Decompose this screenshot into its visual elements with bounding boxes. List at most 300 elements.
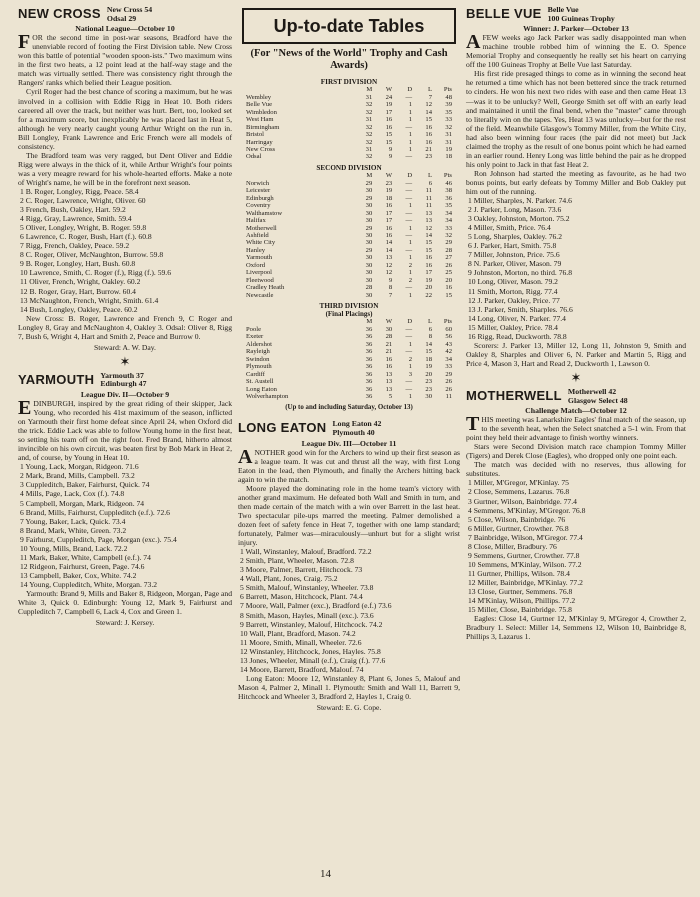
score-home: New Cross 54 bbox=[106, 5, 153, 14]
stat-cell: 26 bbox=[445, 261, 452, 269]
heat-result: 11 Smith, Morton, Rigg. 77.4 bbox=[468, 286, 558, 296]
stat-cell: 11 bbox=[445, 392, 452, 400]
score-home: Motherwell 42 bbox=[567, 386, 617, 396]
left-column bbox=[18, 6, 232, 627]
stat-cell: 9 bbox=[388, 153, 393, 161]
star-separator-icon: ✶ bbox=[570, 369, 582, 385]
team-name-cell: Harringay bbox=[246, 138, 273, 146]
col-header: L bbox=[427, 86, 432, 94]
stat-cell: 42 bbox=[445, 348, 452, 356]
stat-cell: 30 bbox=[365, 254, 373, 262]
stat-cell: 11 bbox=[425, 187, 432, 195]
stat-cell: 19 bbox=[385, 187, 393, 195]
stat-cell: 21 bbox=[385, 348, 393, 356]
stat-cell: 13 bbox=[425, 209, 432, 217]
table-row bbox=[246, 94, 452, 101]
heat-result: 14 Young, Cuppleditch, White, Morgan. 73.2 bbox=[20, 579, 158, 589]
stat-cell: 3 bbox=[408, 370, 413, 378]
heat-result: 12 Ridgeon, Fairhurst, Green, Page. 74.6 bbox=[20, 561, 145, 571]
heat-result: 9 Fairhurst, Cuppleditch, Page, Morgan (exc.). 75.4 bbox=[20, 534, 177, 544]
stat-cell: 11 bbox=[425, 194, 432, 202]
col-header: L bbox=[427, 172, 432, 180]
paragraph-text: OR the second time in post-war seasons, Bradford have the unenviable record of footing the First Division table. New Cross won this battle of potential "wooden spoon-ists." Two maximum wins in the first two heats, a 12 point lead at the half-way stage and the match was virtually settled. There was consistency right through the Rangers' ranks which belied their League position. bbox=[18, 33, 232, 88]
heat-result: 6 Barrett, Mason, Hitchcock, Plant. 74.4 bbox=[240, 592, 363, 602]
col-header: Pts bbox=[443, 172, 452, 180]
heat-result: 5 Oliver, Longley, Wright, B. Roger. 59.8 bbox=[20, 223, 147, 233]
heat-result: 12 B. Roger, Gray, Hart, Burrow. 60.4 bbox=[20, 286, 136, 296]
heat-result: 9 Semmens, Gurtner, Crowther. 77.8 bbox=[468, 550, 580, 560]
team-name-cell: Motherwell bbox=[246, 224, 277, 232]
stat-cell: 2 bbox=[408, 261, 413, 269]
heat-result: 3 Moore, Palmer, Barrett, Hitchcock. 73 bbox=[240, 565, 363, 575]
stat-cell: 30 bbox=[385, 325, 393, 333]
report-yarmouth bbox=[18, 372, 232, 627]
team-name-cell: Wimbledon bbox=[246, 108, 277, 116]
heat-result: 6 Lawrence, C. Roger, Bush, Hart (f.). 60.8 bbox=[20, 232, 152, 242]
heat-result: 11 Gurtner, Phillips, Wilson. 78.4 bbox=[468, 568, 570, 578]
stat-cell: 36 bbox=[365, 348, 373, 356]
heat-result: 3 French, Bush, Oakley, Hart. 59.2 bbox=[20, 205, 126, 215]
team-name-cell: Plymouth bbox=[246, 363, 272, 371]
stat-cell: 13 bbox=[425, 217, 432, 225]
stat-cell: 19 bbox=[385, 101, 393, 109]
heat-result: 15 Miller, Oakley, Price. 78.4 bbox=[468, 322, 558, 332]
heat-result: 9 Barrett, Winstanley, Malouf, Hitchcock. 74.2 bbox=[240, 619, 383, 629]
stat-cell: 27 bbox=[445, 254, 452, 262]
stat-cell: 21 bbox=[425, 146, 432, 154]
heat-result: 8 Close, Miller, Bradbury. 76 bbox=[468, 541, 557, 551]
stat-cell: 32 bbox=[365, 131, 373, 139]
stat-cell: 20 bbox=[445, 276, 452, 284]
stat-cell: 1 bbox=[408, 224, 413, 232]
stat-cell: 35 bbox=[445, 108, 452, 116]
heat-result: 2 Close, Semmens, Lazarus. 76.8 bbox=[468, 487, 570, 497]
stat-cell: 1 bbox=[408, 239, 413, 247]
stat-cell: 16 bbox=[445, 284, 452, 292]
table-row bbox=[246, 210, 452, 217]
stat-cell: 36 bbox=[365, 370, 373, 378]
table-row bbox=[246, 217, 452, 224]
stat-cell: 16 bbox=[425, 123, 432, 131]
table-row bbox=[246, 378, 452, 385]
team-name-cell: Edinburgh bbox=[246, 194, 274, 202]
stat-cell: 31 bbox=[445, 138, 452, 146]
team-name-cell: Belle Vue bbox=[246, 101, 273, 109]
stat-cell: 36 bbox=[365, 325, 373, 333]
stat-cell: 29 bbox=[445, 239, 452, 247]
score-away: 100 Guineas Trophy bbox=[547, 13, 615, 23]
stat-cell: 36 bbox=[365, 363, 373, 371]
score-home: Belle Vue bbox=[547, 5, 579, 14]
stat-cell: 1 bbox=[408, 116, 413, 124]
drop-cap: T bbox=[466, 413, 480, 436]
stat-cell: 16 bbox=[425, 254, 432, 262]
heat-result: 14 Bush, Longley, Oakley, Peace. 60.2 bbox=[20, 304, 138, 314]
heat-result: 7 Rigg, French, Oakley, Peace. 59.2 bbox=[20, 241, 130, 251]
stat-cell: 14 bbox=[425, 340, 432, 348]
paragraph-text: DINBURGH, inspired by the great riding of their skipper, Jack Young, who recorded his 41st maximum of the season, inflicted on Yarmouth their first home defeat since April 24, when Oxford did the trick. Eddie Lack was able to follow Young home in the first heat, so setting his team off on the right foot. Fred Brand, hitherto almost invincible on his own circuit, was beaten first by Bob Mark in Heat 2, and, of course, by Young in Heat 10. bbox=[18, 399, 232, 463]
tables-footnote: (Up to and including Saturday, October 13) bbox=[285, 404, 413, 412]
heat-result: 1 Miller, M'Gregor, M'Kinlay. 75 bbox=[468, 478, 569, 488]
stat-cell: 60 bbox=[445, 325, 452, 333]
heat-result: 9 B. Roger, Longley, Hart, Bush. 60.8 bbox=[20, 259, 136, 269]
drop-cap: F bbox=[18, 31, 31, 54]
team-name-cell: West Ham bbox=[246, 116, 274, 124]
heat-result: 14 M'Kinlay, Wilson, Phillips. 77.2 bbox=[468, 596, 576, 606]
stat-cell: 1 bbox=[408, 202, 413, 210]
team-name-cell: Cradley Heath bbox=[246, 284, 285, 292]
stat-cell: 12 bbox=[385, 269, 393, 277]
stat-cell: 7 bbox=[428, 93, 432, 101]
stat-cell: 34 bbox=[445, 355, 452, 363]
stat-cell: 34 bbox=[445, 217, 452, 225]
heat-result: 7 Moore, Wall, Palmer (exc.), Bradford (e.f.) 73.6 bbox=[240, 601, 392, 611]
heat-result: 2 C. Roger, Lawrence, Wright, Oliver. 60 bbox=[20, 196, 146, 206]
heat-result: 12 Winstanley, Hitchcock, Jones, Hayles. 75.8 bbox=[240, 646, 381, 656]
team-name-cell: Exeter bbox=[246, 333, 264, 341]
paragraph-text: HIS meeting was Lanarkshire Eagles' final match of the season, up to the seventh heat, when the Select snatched a 5-1 win. From that point they held their advantage to finish worthy winners. bbox=[466, 415, 686, 443]
stat-cell: 30 bbox=[365, 202, 373, 210]
heat-list bbox=[18, 187, 232, 314]
steward-line: Steward: J. Kersey. bbox=[95, 618, 155, 628]
table-row bbox=[246, 109, 452, 116]
second-division-table bbox=[246, 172, 452, 299]
table-row bbox=[246, 356, 452, 363]
scorers: Eagles: Close 14, Gurtner 12, M'Kinlay 9, M'Gregor 4, Crowther 2, Bradbury 1. Select: Miller 14, Semmens 12, Wilson 10, Bainbridge 8, Phillips 3, Lazarus 1. bbox=[466, 614, 686, 642]
heat-result: 6 Brand, Mills, Fairhurst, Cuppleditch (e.f.). 72.6 bbox=[20, 507, 170, 517]
score-away: Edinburgh 47 bbox=[100, 379, 147, 389]
table-row bbox=[246, 333, 452, 340]
stat-cell: 14 bbox=[385, 239, 393, 247]
stat-cell: 30 bbox=[365, 291, 373, 299]
heat-result: 8 N. Parker, Oliver, Mason. 79 bbox=[468, 259, 562, 269]
heat-result: 8 C. Roger, Oliver, McNaughton, Burrow. 59.8 bbox=[20, 250, 164, 260]
heat-result: 13 McNaughton, French, Wright, Smith. 61.4 bbox=[20, 295, 159, 305]
report-new-cross bbox=[18, 6, 232, 352]
heat-result: 7 Young, Baker, Lack, Quick. 73.4 bbox=[20, 516, 126, 526]
stat-cell: — bbox=[405, 385, 413, 393]
stat-cell: 15 bbox=[425, 246, 432, 254]
heat-result: 3 Cuppleditch, Baker, Fairhurst, Quick. 74 bbox=[20, 480, 150, 490]
stat-cell: 18 bbox=[385, 194, 393, 202]
paragraph-text: FEW weeks ago Jack Parker was sadly disappointed man when machine trouble robbed him of winning the E. O. Spence Memorial Trophy and consequently he really set his heart on carrying off the 100 Guineas Trophy at Belle Vue last Saturday. bbox=[466, 33, 686, 70]
stat-cell: 21 bbox=[385, 340, 393, 348]
stat-cell: 8 bbox=[428, 333, 432, 341]
stat-cell: 16 bbox=[385, 355, 393, 363]
drop-cap: A bbox=[466, 31, 481, 54]
stat-cell: 16 bbox=[425, 131, 432, 139]
heat-result: 14 Long, Oliver, N. Parker. 77.4 bbox=[468, 313, 566, 323]
heat-result: 14 Moore, Barrett, Bradford, Malouf. 74 bbox=[240, 664, 364, 674]
team-name-cell: Odsal bbox=[246, 153, 262, 161]
team-name-cell: New Cross bbox=[246, 146, 276, 154]
table-row bbox=[246, 386, 452, 393]
division-heading: THIRD DIVISION bbox=[319, 302, 379, 311]
team-name-cell: Ashfield bbox=[246, 231, 269, 239]
stat-cell: — bbox=[405, 93, 413, 101]
col-header: W bbox=[385, 172, 393, 180]
stat-cell: 12 bbox=[425, 101, 432, 109]
stat-cell: 30 bbox=[365, 239, 373, 247]
stat-cell: 20 bbox=[425, 370, 432, 378]
scorers: Long Eaton: Moore 12, Winstanley 8, Plant 6, Jones 5, Malouf and Mason 4, Palmer 2, Minall 1. Plymouth: Smith and Wall 11, Barrett 9, Hitchcock and Wheeler 3, Bradford 2, Hayles 1, Craig 0. bbox=[238, 673, 460, 701]
team-name-cell: Cardiff bbox=[246, 370, 265, 378]
team-name-cell: Bristol bbox=[246, 131, 264, 139]
stat-cell: 36 bbox=[365, 385, 373, 393]
article-paragraph: The match was decided with no reserves, thus allowing for substitutes. bbox=[466, 460, 686, 479]
stat-cell: 32 bbox=[365, 108, 373, 116]
table-row bbox=[246, 180, 452, 187]
col-header: L bbox=[427, 318, 432, 326]
stat-cell: 6 bbox=[428, 325, 432, 333]
stat-cell: 1 bbox=[408, 108, 413, 116]
stat-cell: 6 bbox=[428, 179, 432, 187]
heat-result: 13 Jones, Wheeler, Minall (e.f.), Craig (f.). 77.6 bbox=[240, 655, 386, 665]
table-row bbox=[246, 341, 452, 348]
team-name-cell: Oxford bbox=[246, 261, 266, 269]
stat-cell: 2 bbox=[408, 355, 413, 363]
middle-column bbox=[238, 6, 460, 712]
table-header-row bbox=[246, 318, 452, 325]
team-name-cell: Yarmouth bbox=[246, 254, 273, 262]
stat-cell: 56 bbox=[445, 333, 452, 341]
team-name-cell: Liverpool bbox=[246, 269, 273, 277]
heat-result: 5 Campbell, Morgan, Mark, Ridgeon. 74 bbox=[20, 498, 145, 508]
right-column bbox=[466, 6, 686, 641]
stat-cell: 25 bbox=[445, 269, 452, 277]
team-heading: YARMOUTH bbox=[18, 371, 95, 387]
stat-cell: 29 bbox=[365, 194, 373, 202]
col-header: D bbox=[407, 318, 413, 326]
stat-cell: — bbox=[405, 325, 413, 333]
stat-cell: 1 bbox=[408, 291, 413, 299]
stat-cell: — bbox=[405, 217, 413, 225]
stat-cell: 32 bbox=[365, 123, 373, 131]
team-name-cell: Walthamstow bbox=[246, 209, 283, 217]
match-line: Challenge Match—October 12 bbox=[525, 406, 627, 416]
heat-result: 16 Rigg, Read, Duckworth. 78.8 bbox=[468, 331, 567, 341]
table-row bbox=[246, 292, 452, 299]
stat-cell: 34 bbox=[445, 209, 452, 217]
heat-result: 3 Oakley, Johnston, Morton. 75.2 bbox=[468, 214, 570, 224]
heat-result: 1 Miller, Sharples, N. Parker. 74.6 bbox=[468, 196, 572, 206]
stat-cell: 35 bbox=[445, 202, 452, 210]
table-row bbox=[246, 393, 452, 400]
stat-cell: — bbox=[405, 348, 413, 356]
article-paragraph: Stars were Second Division match race champion Tommy Miller (Tigers) and Derek Close (Eagles), who dropped only one point each. bbox=[466, 442, 686, 461]
stat-cell: 14 bbox=[425, 108, 432, 116]
team-heading: MOTHERWELL bbox=[466, 387, 562, 403]
stat-cell: 31 bbox=[365, 93, 373, 101]
article-paragraph bbox=[466, 33, 686, 69]
scorers: Yarmouth: Brand 9, Mills and Baker 8, Ridgeon, Morgan, Page and White 3, Quick 0. Edinburgh: Young 12, Mark 9, Fairhurst and Cuppleditch 7, Campbell 6, Lack 4, Cox and Green 1. bbox=[18, 589, 232, 617]
stat-cell: 33 bbox=[445, 224, 452, 232]
match-line: National League—October 10 bbox=[75, 24, 175, 34]
col-header: D bbox=[407, 172, 413, 180]
team-name-cell: Hanley bbox=[246, 246, 266, 254]
table-row bbox=[246, 348, 452, 355]
heat-result: 8 Smith, Mason, Hayles, Minall (exc.). 73.6 bbox=[240, 610, 374, 620]
team-heading: NEW CROSS bbox=[18, 6, 101, 21]
score-lines bbox=[568, 388, 628, 405]
stat-cell: 36 bbox=[365, 378, 373, 386]
heat-list bbox=[466, 478, 686, 614]
table-row bbox=[246, 153, 452, 160]
heat-result: 12 J. Parker, Oakley, Price. 77 bbox=[468, 295, 560, 305]
score-lines bbox=[107, 6, 152, 23]
stat-cell: 1 bbox=[408, 392, 413, 400]
heat-result: 8 Brand, Mark, White, Green. 73.2 bbox=[20, 525, 127, 535]
article-paragraph: Moore played the dominating role in the home team's victory with another grand maximum. He defeated both Wall and Smith in turn, and then made certain of the match with a win over Barrett in the last heat. Two spectacular pile-ups marred the meeting. Palmer demolished a dozen feet of safety fence in Heat 7, together with one lamp standard; fortunately, Palmer was—miraculously—unhurt but for a slight wrist injury. bbox=[238, 483, 460, 548]
col-header: D bbox=[407, 86, 413, 94]
heat-result: 15 Miller, Close, Bainbridge. 75.8 bbox=[468, 605, 572, 615]
stat-cell: 29 bbox=[445, 370, 452, 378]
stat-cell: 12 bbox=[385, 261, 393, 269]
stat-cell: 32 bbox=[365, 138, 373, 146]
heat-result: 13 J. Parker, Smith, Sharples. 76.6 bbox=[468, 304, 573, 314]
heat-result: 10 Long, Oliver, Mason. 79.2 bbox=[468, 277, 558, 287]
stat-cell: 16 bbox=[385, 116, 393, 124]
table-row bbox=[246, 195, 452, 202]
heat-result: 11 Mark, Baker, White, Campbell (e.f.). 74 bbox=[20, 552, 151, 562]
drop-cap: A bbox=[238, 445, 253, 468]
stat-cell: — bbox=[405, 187, 413, 195]
stat-cell: 15 bbox=[385, 131, 393, 139]
table-row bbox=[246, 202, 452, 209]
table-row bbox=[246, 232, 452, 239]
stat-cell: 30 bbox=[425, 392, 432, 400]
team-name-cell: Poole bbox=[246, 325, 262, 333]
drop-cap: E bbox=[18, 397, 32, 420]
page-number: 14 bbox=[320, 868, 331, 880]
stat-cell: 19 bbox=[445, 146, 452, 154]
team-name-cell: Halifax bbox=[246, 217, 266, 225]
heat-result: 6 Miller, Gurtner, Crowther. 76.8 bbox=[468, 523, 569, 533]
stat-cell: 33 bbox=[445, 363, 452, 371]
match-line: League Div. II—October 9 bbox=[80, 390, 170, 400]
stat-cell: 1 bbox=[408, 269, 413, 277]
article-paragraph: Cyril Roger had the best chance of scoring a maximum, but he was involved in a collision with Eddie Rigg in Heat 10. Both riders careered all over the track, but neither was hurt. Bert, too, looked set for a maximum score, but inexplicably he was placed last in Heat 5, although he very nearly caught young Arthur Wright on the run in. Bill Longley, Frank Lawrence and Eric French were all models of consistency. bbox=[18, 87, 232, 151]
stat-cell: 22 bbox=[425, 291, 432, 299]
col-header: M bbox=[366, 318, 373, 326]
stat-cell: 16 bbox=[425, 261, 432, 269]
heat-result: 10 Lawrence, Smith, C. Roger (f.), Rigg (f.). 59.6 bbox=[20, 268, 171, 278]
score-lines bbox=[100, 372, 146, 389]
heat-result: 4 Mills, Page, Lack, Cox (f.). 74.8 bbox=[20, 489, 125, 499]
team-name-cell: Norwich bbox=[246, 179, 270, 187]
heat-result: 2 Mark, Brand, Mills, Campbell. 73.2 bbox=[20, 471, 135, 481]
stat-cell: 36 bbox=[365, 392, 373, 400]
stat-cell: 39 bbox=[445, 101, 452, 109]
stat-cell: 1 bbox=[408, 363, 413, 371]
heat-result: 4 Wall, Plant, Jones, Craig. 75.2 bbox=[240, 574, 338, 584]
team-name-cell: Wembley bbox=[246, 93, 272, 101]
article-paragraph bbox=[18, 399, 232, 462]
team-name-cell: Long Eaton bbox=[246, 385, 277, 393]
stat-cell: 1 bbox=[408, 254, 413, 262]
stat-cell: 24 bbox=[385, 93, 393, 101]
stat-cell: 32 bbox=[445, 231, 452, 239]
stat-cell: 14 bbox=[385, 246, 393, 254]
stat-cell: 15 bbox=[425, 239, 432, 247]
stat-cell: 16 bbox=[385, 231, 393, 239]
stat-cell: 16 bbox=[385, 123, 393, 131]
article-paragraph: His first ride presaged things to come as in winning the second heat he returned a time which has not been bettered since the track returned to cinders. He won his next two rides with ease and then came Heat 13—was it to be unlucky? Well, George Smith set off with an early lead and maintained it until the final bend, when the "master" came through to literally win on the tapes. Yes, Heat 13 was unlucky—but for the rest of the field. Meanwhile Glasgow's Tommy Miller, from the White City, had also been winning four races (the pair did not meet) but Jack claimed the trophy as the result of one bonus point which he had earned in an earlier round. Henry Long was little behind the pair as he dropped his only point to Jack in that fast Heat 2. bbox=[466, 69, 686, 169]
scorers: New Cross: B. Roger, Lawrence and French 9, C Roger and Longley 8, Gray and McNaughton 4, Oakley 3. Odsal: Oliver 8, Rigg 7, Bush 6, Wright 4, Hart and Smith 2, Peace and Burrow 0. bbox=[18, 313, 232, 341]
stat-cell: 18 bbox=[425, 355, 432, 363]
team-name-cell: Leicester bbox=[246, 187, 271, 195]
stat-cell: 32 bbox=[365, 153, 373, 161]
stat-cell: 15 bbox=[385, 138, 393, 146]
team-name-cell: Fleetwood bbox=[246, 276, 274, 284]
article-paragraph: The Bradford team was very ragged, but Dent Oliver and Eddie Rigg were always in the thick of it, while Arthur Wright's four points was a very meagre reward for his whole-hearted efforts. Make a note of Wright's name, he will be in the forefront next season. bbox=[18, 150, 232, 187]
stat-cell: 36 bbox=[365, 340, 373, 348]
stat-cell: 36 bbox=[365, 333, 373, 341]
col-header: W bbox=[385, 318, 393, 326]
heat-result: 12 Miller, Bainbridge, M'Kinlay. 77.2 bbox=[468, 577, 583, 587]
heat-result: 10 Semmens, M'Kinlay, Wilson. 77.2 bbox=[468, 559, 582, 569]
stat-cell: 2 bbox=[408, 276, 413, 284]
stat-cell: 26 bbox=[445, 378, 452, 386]
heat-result: 11 Oliver, French, Wright, Oakley. 60.2 bbox=[20, 277, 141, 287]
stat-cell: 28 bbox=[385, 333, 393, 341]
team-name-cell: White City bbox=[246, 239, 276, 247]
heat-list bbox=[238, 547, 460, 674]
article-paragraph bbox=[18, 33, 232, 87]
magazine-page bbox=[14, 6, 686, 891]
stat-cell: 17 bbox=[425, 269, 432, 277]
table-row bbox=[246, 269, 452, 276]
stat-cell: 23 bbox=[425, 378, 432, 386]
col-header: Pts bbox=[443, 318, 452, 326]
score-home: Long Eaton 42 bbox=[332, 419, 382, 429]
star-separator-icon: ✶ bbox=[119, 353, 131, 369]
heat-result: 6 J. Parker, Hart, Smith. 75.8 bbox=[468, 241, 557, 251]
stat-cell: 13 bbox=[385, 370, 393, 378]
stat-cell: 1 bbox=[408, 146, 413, 154]
stat-cell: 26 bbox=[445, 385, 452, 393]
team-name-cell: St. Austell bbox=[246, 378, 274, 386]
table-row bbox=[246, 326, 452, 333]
col-header: Pts bbox=[443, 86, 452, 94]
col-header: M bbox=[366, 86, 373, 94]
score-lines bbox=[332, 420, 381, 437]
team-name-cell: Rayleigh bbox=[246, 348, 270, 356]
stat-cell: — bbox=[405, 209, 413, 217]
stat-cell: — bbox=[405, 179, 413, 187]
stat-cell: — bbox=[405, 194, 413, 202]
first-division-table bbox=[246, 86, 452, 161]
heat-result: 7 Miller, Johnston, Price. 75.6 bbox=[468, 250, 560, 260]
stat-cell: 1 bbox=[408, 340, 413, 348]
stat-cell: 36 bbox=[445, 194, 452, 202]
stat-cell: 15 bbox=[445, 291, 452, 299]
stat-cell: 36 bbox=[365, 355, 373, 363]
stat-cell: 30 bbox=[365, 261, 373, 269]
table-row bbox=[246, 277, 452, 284]
stat-cell: 31 bbox=[365, 116, 373, 124]
col-header: M bbox=[366, 172, 373, 180]
steward-line: Steward: E. G. Cope. bbox=[316, 702, 382, 712]
table-row bbox=[246, 254, 452, 261]
table-row bbox=[246, 131, 452, 138]
heat-result: 2 J. Parker, Long, Mason. 73.6 bbox=[468, 205, 562, 215]
article-paragraph bbox=[466, 415, 686, 442]
stat-cell: 16 bbox=[425, 138, 432, 146]
stat-cell: — bbox=[405, 378, 413, 386]
stat-cell: 14 bbox=[425, 231, 432, 239]
report-long-eaton bbox=[238, 420, 460, 712]
